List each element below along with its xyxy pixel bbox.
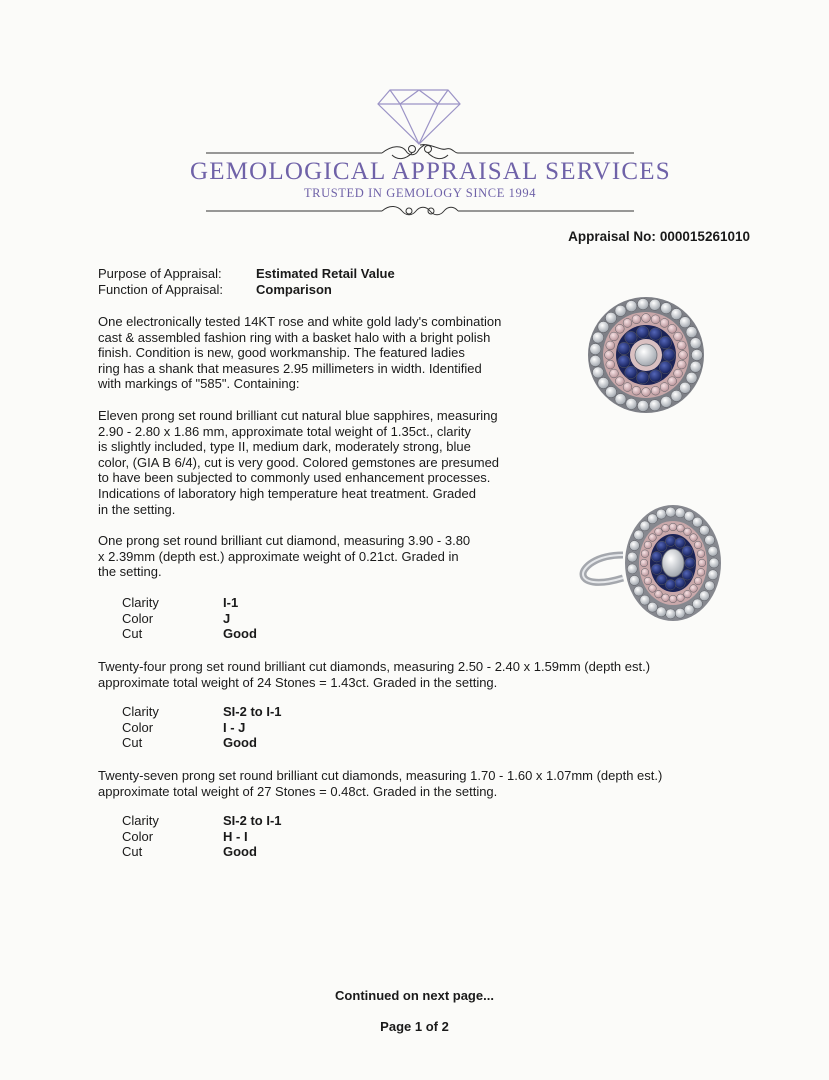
grade-label: Color	[122, 610, 154, 626]
diamond-stone	[641, 550, 649, 558]
appraisal-number	[564, 229, 750, 244]
diamond-stone	[634, 586, 644, 596]
diamond-stone	[655, 590, 663, 598]
sapphire-stone	[659, 361, 671, 373]
sapphires-line: Indications of laboratory high temperature heat treatment. Graded	[98, 485, 476, 501]
grade-value: Good	[223, 844, 257, 859]
diamond-stone	[615, 394, 626, 405]
diamond-stone	[649, 400, 660, 411]
diamond-logo-icon	[376, 86, 462, 146]
center-diamond-line: the setting.	[98, 564, 162, 580]
diamonds-24-line: approximate total weight of 24 Stones = 1.43ct. Graded in the setting.	[98, 674, 498, 690]
diamonds-27-description	[98, 768, 662, 799]
diamond-stone	[686, 327, 697, 338]
grade-value: J	[223, 610, 231, 626]
grade-value: Good	[223, 626, 257, 641]
diamond-stone	[669, 595, 677, 603]
sapphire-stone	[665, 536, 675, 546]
sapphire-stone	[682, 546, 692, 556]
diamond-stone	[666, 609, 676, 619]
sapphire-stone	[651, 564, 661, 574]
diamond-stone	[692, 599, 702, 609]
grade-value: SI-2 to I-1	[223, 813, 282, 828]
diamond-stone	[598, 377, 609, 388]
diamond-stone	[692, 517, 702, 527]
diamond-stone	[642, 388, 651, 397]
diamond-stone	[590, 355, 601, 366]
brand-name: GEMOLOGICAL APPRAISAL SERVICES	[190, 158, 671, 185]
sapphires-line: in the setting.	[98, 501, 176, 517]
ring-description	[98, 314, 501, 392]
sapphire-stone	[637, 326, 649, 338]
diamond-stone	[679, 351, 688, 360]
description-line: finish. Condition is new, good workmanship. The featured ladies	[98, 345, 465, 361]
grade-value: I-1	[223, 595, 239, 610]
diamond-stone	[698, 559, 706, 567]
description-line: cast & assembled fashion ring with a basket halo with a bright polish	[98, 329, 491, 345]
diamond-stone	[592, 332, 603, 343]
diamond-stone	[661, 303, 672, 314]
diamond-stone	[675, 608, 685, 618]
sapphire-stone	[659, 336, 671, 348]
diamond-stone	[679, 382, 690, 393]
diamond-stone	[684, 511, 694, 521]
diamond-stone	[642, 314, 651, 323]
diamond-stone	[661, 396, 672, 407]
grade-value: I - J	[223, 719, 246, 735]
diamond-stone	[629, 575, 639, 585]
grade-label: Color	[122, 719, 154, 735]
sapphire-stone	[675, 578, 685, 588]
diamond-stone	[648, 514, 658, 524]
sapphires-line: color, (GIA B 6/4), cut is very good. Colored gemstones are presumed	[98, 454, 500, 470]
description-line: One electronically tested 14KT rose and white gold lady's combination	[98, 314, 502, 329]
description-line: with markings of "585". Containing:	[98, 376, 300, 392]
diamond-stone	[606, 360, 615, 369]
diamond-stone	[677, 341, 686, 350]
diamonds-24-description	[98, 659, 650, 690]
diamond-stone	[677, 594, 685, 602]
grade-label: Cut	[122, 844, 143, 859]
sapphire-stone	[682, 570, 692, 580]
diamond-stone	[708, 570, 718, 580]
function-label: Function of Appraisal:	[98, 282, 224, 297]
diamond-stone	[671, 308, 682, 319]
sapphire-stone	[657, 574, 667, 584]
diamond-stone	[605, 312, 616, 323]
purpose-label: Purpose of Appraisal:	[98, 266, 222, 281]
diamond-stone	[610, 332, 619, 341]
purpose-value: Estimated Retail Value	[256, 266, 395, 281]
diamond-stone	[690, 585, 698, 593]
diamond-stone	[656, 509, 666, 519]
diamond-stone	[644, 577, 652, 585]
ring-top-view-image	[585, 296, 707, 414]
purpose-block	[98, 266, 395, 298]
diamond-stone	[649, 585, 657, 593]
ring-side-view-image	[575, 500, 725, 626]
diamond-stone	[640, 559, 648, 567]
diamond-stone	[709, 558, 719, 568]
grade-label: Cut	[122, 626, 143, 641]
diamond-stone	[640, 521, 650, 531]
diamond-stone	[605, 387, 616, 398]
sapphire-stone	[651, 552, 661, 562]
grade-label: Clarity	[122, 813, 159, 828]
diamond-stone	[615, 305, 626, 316]
diamond-stone	[605, 351, 614, 360]
diamond-stone	[660, 383, 669, 392]
diamond-stone	[623, 319, 632, 328]
sapphire-stone	[649, 328, 661, 340]
diamond-stone	[656, 607, 666, 617]
diamond-stone	[590, 343, 601, 354]
sapphires-description	[98, 408, 499, 517]
diamond-stone	[623, 383, 632, 392]
diamond-stone	[705, 581, 715, 591]
ornament-divider-bottom	[206, 200, 634, 222]
diamond-stone	[690, 361, 701, 372]
grade-value: SI-2 to I-1	[223, 704, 282, 719]
diamond-stone	[666, 507, 676, 517]
diamond-stone	[662, 524, 670, 532]
diamond-stone	[637, 400, 648, 411]
diamond-stone	[598, 321, 609, 332]
diamond-stone	[626, 301, 637, 312]
sapphire-stone	[675, 538, 685, 548]
diamond-stone	[627, 564, 637, 574]
sapphire-stone	[685, 558, 695, 568]
grade-label: Clarity	[122, 704, 159, 719]
diamonds-27-grades	[122, 813, 282, 860]
sapphire-stone	[618, 342, 630, 354]
center-diamond-line: x 2.39mm (depth est.) approximate weight of 0.21ct. Graded in	[98, 548, 459, 564]
grade-label: Cut	[122, 735, 143, 750]
description-line: ring has a shank that measures 2.95 millimeters in width. Identified	[98, 360, 482, 376]
diamond-stone	[694, 541, 702, 549]
diamond-stone	[632, 386, 641, 395]
diamond-stone	[675, 508, 685, 518]
diamond-stone	[668, 324, 677, 333]
diamond-stone	[649, 299, 660, 310]
diamond-stone	[697, 569, 705, 577]
sapphire-stone	[618, 355, 630, 367]
center-diamond-description	[98, 533, 470, 580]
center-diamond-line: One prong set round brilliant cut diamond, measuring 3.90 - 3.80	[98, 533, 471, 548]
diamond-stone	[674, 369, 683, 378]
sapphires-line: 2.90 - 2.80 x 1.86 mm, approximate total weight of 1.35ct., clarity	[98, 423, 471, 439]
diamond-stone	[684, 528, 692, 536]
diamond-stone	[679, 317, 690, 328]
center-diamond-grades	[122, 595, 257, 642]
sapphire-stone	[625, 331, 637, 343]
diamond-stone	[677, 360, 686, 369]
appraisal-number-label: Appraisal No:	[568, 229, 656, 244]
diamond-stone	[677, 524, 685, 532]
diamond-stone	[705, 535, 715, 545]
diamond-stone	[669, 523, 677, 531]
sapphires-line: is slightly included, type II, medium dark, moderately strong, blue	[98, 439, 471, 455]
grade-value: H - I	[223, 828, 248, 844]
diamond-stone	[610, 369, 619, 378]
grade-value: Good	[223, 735, 257, 750]
diamond-stone	[699, 591, 709, 601]
diamond-stone	[615, 324, 624, 333]
diamonds-27-line: Twenty-seven prong set round brilliant cut diamonds, measuring 1.70 - 1.60 x 1.07mm (depth est.)	[98, 768, 663, 783]
diamond-stone	[691, 349, 702, 360]
diamond-stone	[694, 577, 702, 585]
diamond-stone	[662, 594, 670, 602]
diamond-stone	[684, 590, 692, 598]
diamond-stone	[686, 372, 697, 383]
sapphire-stone	[649, 370, 661, 382]
function-value: Comparison	[256, 282, 332, 297]
diamond-stone	[697, 550, 705, 558]
diamond-stone	[674, 332, 683, 341]
sapphires-line: to have been subjected to commonly used enhancement processes.	[98, 470, 491, 486]
grade-label: Clarity	[122, 595, 159, 610]
diamond-stone	[644, 541, 652, 549]
diamond-stone	[606, 341, 615, 350]
diamond-stone	[708, 546, 718, 556]
sapphire-stone	[637, 372, 649, 384]
diamond-stone	[660, 319, 669, 328]
diamond-stone	[671, 390, 682, 401]
diamond-stone	[651, 315, 660, 324]
diamonds-27-line: approximate total weight of 27 Stones = 0.48ct. Graded in the setting.	[98, 783, 498, 799]
continued-note: Continued on next page...	[335, 988, 494, 1003]
page-number: Page 1 of 2	[380, 1019, 449, 1034]
diamond-stone	[699, 525, 709, 535]
diamond-stone	[627, 552, 637, 562]
diamond-stone	[592, 367, 603, 378]
diamonds-24-grades	[122, 704, 282, 751]
diamond-stone	[651, 386, 660, 395]
diamond-stone	[632, 315, 641, 324]
diamond-stone	[690, 338, 701, 349]
diamond-stone	[649, 534, 657, 542]
diamond-stone	[634, 530, 644, 540]
diamond-stone	[641, 569, 649, 577]
diamond-stone	[626, 398, 637, 409]
grade-label: Color	[122, 828, 154, 844]
diamond-stone	[684, 605, 694, 615]
sapphire-stone	[663, 349, 675, 361]
diamonds-24-line: Twenty-four prong set round brilliant cut diamonds, measuring 2.50 - 2.40 x 1.59mm (depth est.)	[98, 659, 651, 674]
diamond-stone	[668, 377, 677, 386]
diamond-stone	[690, 534, 698, 542]
brand-tagline: TRUSTED IN GEMOLOGY SINCE 1994	[303, 186, 537, 200]
diamond-stone	[629, 541, 639, 551]
diamond-stone	[655, 528, 663, 536]
sapphire-stone	[625, 366, 637, 378]
diamond-stone	[648, 602, 658, 612]
diamond-stone	[637, 298, 648, 309]
appraisal-number-value: 000015261010	[659, 229, 750, 244]
diamond-stone	[640, 595, 650, 605]
sapphires-line: Eleven prong set round brilliant cut natural blue sapphires, measuring	[98, 408, 498, 423]
diamond-stone	[615, 377, 624, 386]
